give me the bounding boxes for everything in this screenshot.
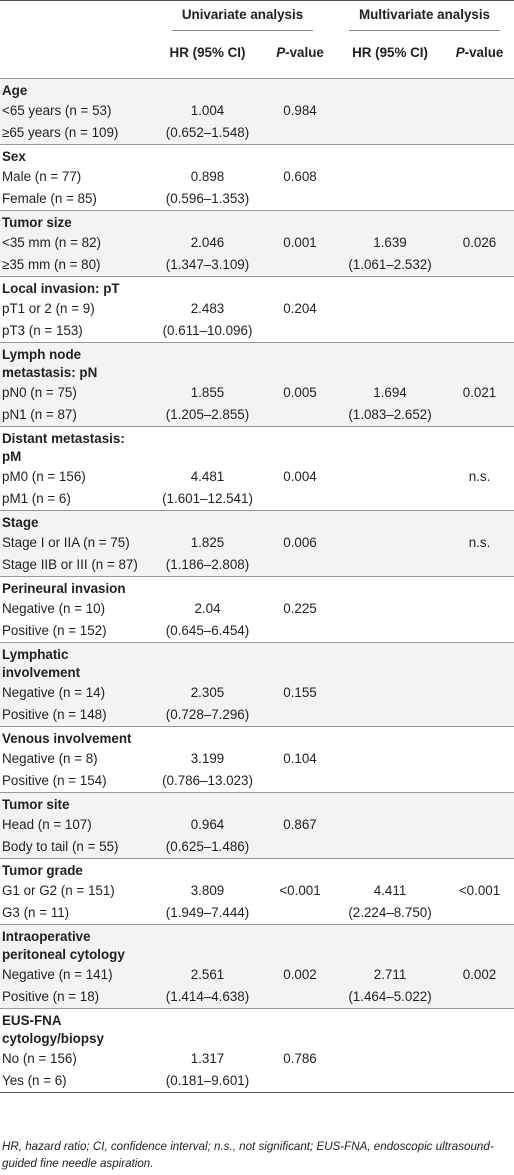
uni-p-cell: 0.155 bbox=[283, 685, 317, 700]
group-title bbox=[0, 145, 150, 167]
multi-hr-cell bbox=[335, 814, 445, 836]
group-title-row bbox=[0, 577, 514, 599]
table-row bbox=[0, 466, 514, 488]
group-title bbox=[0, 427, 150, 467]
uni-p-cell bbox=[265, 986, 335, 1009]
group-title-row bbox=[0, 793, 514, 815]
uni-hr-cell: (1.601–12.541) bbox=[162, 491, 253, 506]
table-row bbox=[0, 986, 514, 1009]
table-row bbox=[0, 254, 514, 277]
multi-hr-cell bbox=[335, 598, 445, 620]
multi-p-cell bbox=[445, 1070, 514, 1093]
uni-p-cell bbox=[265, 620, 335, 643]
multi-hr-cell: 2.711 bbox=[373, 967, 407, 982]
header-column-row bbox=[0, 33, 514, 79]
uni-hr-cell: (1.414–4.638) bbox=[165, 989, 250, 1004]
uni-hr-cell: 2.483 bbox=[190, 301, 225, 316]
group-title-line: Local invasion: pT bbox=[2, 281, 120, 296]
group-title bbox=[0, 643, 150, 683]
multi-p-header: P-value bbox=[455, 44, 504, 60]
multi-hr-cell bbox=[335, 682, 445, 704]
group-title-line: involvement bbox=[2, 665, 81, 680]
table-row bbox=[0, 1048, 514, 1070]
row-label: pM0 (n = 156) bbox=[2, 469, 86, 484]
group-title-line: Intraoperative bbox=[2, 929, 91, 944]
multi-p-cell bbox=[445, 254, 514, 277]
uni-hr-cell: (0.728–7.296) bbox=[165, 707, 250, 722]
group-title bbox=[0, 343, 150, 383]
table-row bbox=[0, 964, 514, 986]
table-row bbox=[0, 554, 514, 577]
multi-p-cell bbox=[445, 1048, 514, 1070]
multi-hr-cell bbox=[335, 298, 445, 320]
multi-hr-cell bbox=[335, 532, 445, 554]
multi-p-cell bbox=[445, 320, 514, 343]
row-label: Negative (n = 10) bbox=[2, 601, 106, 616]
row-label: Negative (n = 141) bbox=[2, 967, 113, 982]
header-group-row bbox=[0, 1, 514, 33]
group-title-line: cytology/biopsy bbox=[2, 1031, 104, 1046]
multi-hr-cell: 4.411 bbox=[373, 883, 407, 898]
multi-p-cell bbox=[445, 814, 514, 836]
group-title-row bbox=[0, 211, 514, 233]
group-title-line: Venous involvement bbox=[2, 731, 132, 746]
uni-p-cell bbox=[265, 1070, 335, 1093]
uni-p-cell: 0.004 bbox=[283, 469, 317, 484]
uni-p-cell bbox=[265, 188, 335, 211]
row-label: Head (n = 107) bbox=[2, 817, 92, 832]
uni-hr-cell: 4.481 bbox=[190, 469, 225, 484]
univariate-header: Univariate analysis bbox=[150, 1, 335, 33]
table-row bbox=[0, 880, 514, 902]
row-label: Positive (n = 18) bbox=[2, 989, 100, 1004]
group-title bbox=[0, 211, 150, 233]
row-label: Negative (n = 14) bbox=[2, 685, 106, 700]
row-label: pN0 (n = 75) bbox=[2, 385, 77, 400]
table-body bbox=[0, 79, 514, 1093]
uni-hr-cell: 2.561 bbox=[190, 967, 225, 982]
group-title-row bbox=[0, 427, 514, 467]
multi-p-cell bbox=[445, 682, 514, 704]
table-row bbox=[0, 298, 514, 320]
multi-hr-cell: (1.061–2.532) bbox=[348, 257, 432, 272]
multi-hr-cell: 1.694 bbox=[373, 385, 407, 400]
group-title-line: Stage bbox=[2, 515, 39, 530]
uni-hr-cell: (1.949–7.444) bbox=[165, 905, 250, 920]
uni-p-cell: 0.002 bbox=[283, 967, 317, 982]
group-title-row bbox=[0, 727, 514, 749]
multi-hr-cell bbox=[335, 770, 445, 793]
row-label: Positive (n = 154) bbox=[2, 773, 107, 788]
table-row bbox=[0, 232, 514, 254]
row-label: pT1 or 2 (n = 9) bbox=[2, 301, 95, 316]
multi-hr-cell bbox=[335, 1048, 445, 1070]
uni-hr-cell: (0.652–1.548) bbox=[165, 125, 250, 140]
multi-hr-cell bbox=[335, 166, 445, 188]
table-row bbox=[0, 620, 514, 643]
row-label: Male (n = 77) bbox=[2, 169, 82, 184]
row-label: G1 or G2 (n = 151) bbox=[2, 883, 115, 898]
row-label: Body to tail (n = 55) bbox=[2, 839, 119, 854]
uni-hr-cell: (0.611–10.096) bbox=[162, 323, 253, 338]
multi-p-cell bbox=[445, 986, 514, 1009]
group-title-row bbox=[0, 277, 514, 299]
uni-hr-cell: 3.809 bbox=[190, 883, 225, 898]
row-label: Positive (n = 152) bbox=[2, 623, 107, 638]
row-label: Yes (n = 6) bbox=[2, 1073, 67, 1088]
uni-p-cell: 0.001 bbox=[283, 235, 317, 250]
uni-hr-cell: (0.181–9.601) bbox=[165, 1073, 250, 1088]
table-row bbox=[0, 532, 514, 554]
group-title bbox=[0, 925, 150, 965]
multi-p-cell bbox=[445, 704, 514, 727]
uni-p-cell bbox=[265, 254, 335, 277]
uni-hr-cell: 0.898 bbox=[190, 169, 225, 184]
group-title-line: Lymph node bbox=[2, 347, 82, 362]
multi-hr-cell bbox=[335, 554, 445, 577]
group-title-line: EUS-FNA bbox=[2, 1013, 62, 1028]
uni-p-cell: 0.608 bbox=[283, 169, 317, 184]
multi-hr-cell bbox=[335, 100, 445, 122]
uni-p-cell: 0.225 bbox=[283, 601, 317, 616]
group-title bbox=[0, 511, 150, 533]
multivariate-header: Multivariate analysis bbox=[335, 1, 514, 33]
multi-hr-cell: 1.639 bbox=[373, 235, 407, 250]
uni-hr-cell: (1.347–3.109) bbox=[165, 257, 250, 272]
table-row bbox=[0, 122, 514, 145]
row-label: ≥65 years (n = 109) bbox=[2, 125, 119, 140]
uni-hr-cell: 2.046 bbox=[190, 235, 225, 250]
multi-p-cell: n.s. bbox=[468, 469, 491, 484]
group-title-line: Age bbox=[2, 83, 28, 98]
row-label: Stage I or IIA (n = 75) bbox=[2, 535, 130, 550]
multi-hr-cell bbox=[335, 704, 445, 727]
uni-hr-cell: (0.786–13.023) bbox=[162, 773, 253, 788]
multi-p-cell bbox=[445, 298, 514, 320]
row-label: Positive (n = 148) bbox=[2, 707, 107, 722]
multi-hr-cell: (1.464–5.022) bbox=[348, 989, 432, 1004]
uni-hr-cell: (0.645–6.454) bbox=[165, 623, 250, 638]
multi-p-cell bbox=[445, 598, 514, 620]
group-title-row bbox=[0, 1009, 514, 1049]
uni-p-cell bbox=[265, 320, 335, 343]
group-title-line: metastasis: pN bbox=[2, 365, 98, 380]
multi-p-cell: 0.002 bbox=[462, 967, 497, 982]
group-title bbox=[0, 277, 150, 299]
group-title bbox=[0, 1009, 150, 1049]
uni-p-cell: 0.006 bbox=[283, 535, 317, 550]
uni-p-cell bbox=[265, 902, 335, 925]
table-row bbox=[0, 166, 514, 188]
multi-p-cell bbox=[445, 836, 514, 859]
multi-hr-cell bbox=[335, 320, 445, 343]
multi-hr-cell bbox=[335, 748, 445, 770]
group-title bbox=[0, 727, 150, 749]
multi-p-cell bbox=[445, 620, 514, 643]
uni-p-cell bbox=[265, 554, 335, 577]
uni-p-cell bbox=[265, 122, 335, 145]
uni-p-cell: 0.104 bbox=[283, 751, 317, 766]
row-label: pM1 (n = 6) bbox=[2, 491, 71, 506]
row-label: ≥35 mm (n = 80) bbox=[2, 257, 101, 272]
multi-p-cell: n.s. bbox=[468, 535, 491, 550]
group-title-row bbox=[0, 511, 514, 533]
multi-hr-cell bbox=[335, 188, 445, 211]
group-title-row bbox=[0, 643, 514, 683]
multi-p-cell: 0.026 bbox=[462, 235, 497, 250]
uni-p-header: P-value bbox=[276, 44, 324, 60]
uni-p-cell bbox=[265, 704, 335, 727]
group-title-line: Distant metastasis: bbox=[2, 431, 125, 446]
multi-hr-cell: (2.224–8.750) bbox=[348, 905, 432, 920]
group-title-row bbox=[0, 79, 514, 101]
table-row bbox=[0, 488, 514, 511]
row-label: No (n = 156) bbox=[2, 1051, 77, 1066]
group-title bbox=[0, 577, 150, 599]
table-row bbox=[0, 598, 514, 620]
uni-p-cell: 0.204 bbox=[283, 301, 317, 316]
uni-p-cell bbox=[265, 488, 335, 511]
uni-p-cell: 0.867 bbox=[283, 817, 317, 832]
multi-p-cell: <0.001 bbox=[458, 883, 501, 898]
group-title-line: Tumor grade bbox=[2, 863, 83, 878]
table-row bbox=[0, 704, 514, 727]
multi-p-cell bbox=[445, 188, 514, 211]
uni-hr-cell: (0.625–1.486) bbox=[165, 839, 250, 854]
group-title-row bbox=[0, 343, 514, 383]
uni-p-cell: <0.001 bbox=[279, 883, 321, 898]
multi-hr-cell bbox=[335, 466, 445, 488]
multi-p-cell: 0.021 bbox=[462, 385, 497, 400]
multi-p-cell bbox=[445, 122, 514, 145]
table-row bbox=[0, 748, 514, 770]
row-label: <65 years (n = 53) bbox=[2, 103, 112, 118]
row-label: <35 mm (n = 82) bbox=[2, 235, 101, 250]
uni-p-cell: 0.005 bbox=[283, 385, 317, 400]
row-label: Negative (n = 8) bbox=[2, 751, 98, 766]
row-label: G3 (n = 11) bbox=[2, 905, 70, 920]
multi-p-cell bbox=[445, 748, 514, 770]
multi-hr-cell bbox=[335, 122, 445, 145]
group-title bbox=[0, 79, 150, 101]
multi-hr-cell bbox=[335, 836, 445, 859]
multi-p-cell bbox=[445, 404, 514, 427]
multi-hr-cell bbox=[335, 620, 445, 643]
uni-p-cell: 0.984 bbox=[283, 103, 317, 118]
table-row bbox=[0, 188, 514, 211]
group-title-line: peritoneal cytology bbox=[2, 947, 125, 962]
multi-hr-cell bbox=[335, 1070, 445, 1093]
group-title-line: Tumor size bbox=[2, 215, 72, 230]
table-footnote: HR, hazard ratio; CI, confidence interval; n.s., not significant; EUS-FNA, endoscopic ultrasound-guided fine needle aspiration. bbox=[2, 1140, 494, 1170]
table-row bbox=[0, 382, 514, 404]
multi-p-cell bbox=[445, 902, 514, 925]
group-title-line: Tumor site bbox=[2, 797, 70, 812]
row-label: Stage IIB or III (n = 87) bbox=[2, 557, 138, 572]
table-row bbox=[0, 404, 514, 427]
multi-hr-cell bbox=[335, 488, 445, 511]
multi-hr-header: HR (95% CI) bbox=[352, 44, 428, 60]
group-title bbox=[0, 859, 150, 881]
uni-hr-cell: 2.04 bbox=[194, 601, 221, 616]
row-label: Female (n = 85) bbox=[2, 191, 97, 206]
uni-p-cell bbox=[265, 770, 335, 793]
table-row bbox=[0, 682, 514, 704]
uni-hr-cell: (1.205–2.855) bbox=[165, 407, 250, 422]
uni-p-cell bbox=[265, 836, 335, 859]
group-title-line: Lymphatic bbox=[2, 647, 69, 662]
multi-p-cell bbox=[445, 554, 514, 577]
uni-hr-cell: 1.825 bbox=[190, 535, 225, 550]
uni-hr-cell: (1.186–2.808) bbox=[165, 557, 250, 572]
row-label: pN1 (n = 87) bbox=[2, 407, 77, 422]
multi-p-cell bbox=[445, 488, 514, 511]
table-row bbox=[0, 320, 514, 343]
group-title-line: pM bbox=[2, 449, 22, 464]
group-title-line: Sex bbox=[2, 149, 26, 164]
table-row bbox=[0, 902, 514, 925]
uni-p-cell: 0.786 bbox=[283, 1051, 317, 1066]
table-row bbox=[0, 836, 514, 859]
multi-p-cell bbox=[445, 100, 514, 122]
group-title-row bbox=[0, 925, 514, 965]
table-row bbox=[0, 814, 514, 836]
group-title-line: Perineural invasion bbox=[2, 581, 126, 596]
uni-hr-cell: 0.964 bbox=[190, 817, 225, 832]
uni-hr-cell: 1.317 bbox=[190, 1051, 225, 1066]
table-row bbox=[0, 770, 514, 793]
multi-p-cell bbox=[445, 770, 514, 793]
table-row bbox=[0, 1070, 514, 1093]
row-label: pT3 (n = 153) bbox=[2, 323, 83, 338]
table-row bbox=[0, 100, 514, 122]
uni-hr-cell: (0.596–1.353) bbox=[165, 191, 250, 206]
group-title-row bbox=[0, 859, 514, 881]
uni-hr-header: HR (95% CI) bbox=[169, 44, 246, 60]
group-title bbox=[0, 793, 150, 815]
uni-hr-cell: 3.199 bbox=[190, 751, 225, 766]
uni-hr-cell: 1.004 bbox=[190, 103, 225, 118]
multi-p-cell bbox=[445, 166, 514, 188]
uni-hr-cell: 2.305 bbox=[190, 685, 225, 700]
uni-p-cell bbox=[265, 404, 335, 427]
group-title-row bbox=[0, 145, 514, 167]
uni-hr-cell: 1.855 bbox=[190, 385, 225, 400]
multi-hr-cell: (1.083–2.652) bbox=[348, 407, 432, 422]
